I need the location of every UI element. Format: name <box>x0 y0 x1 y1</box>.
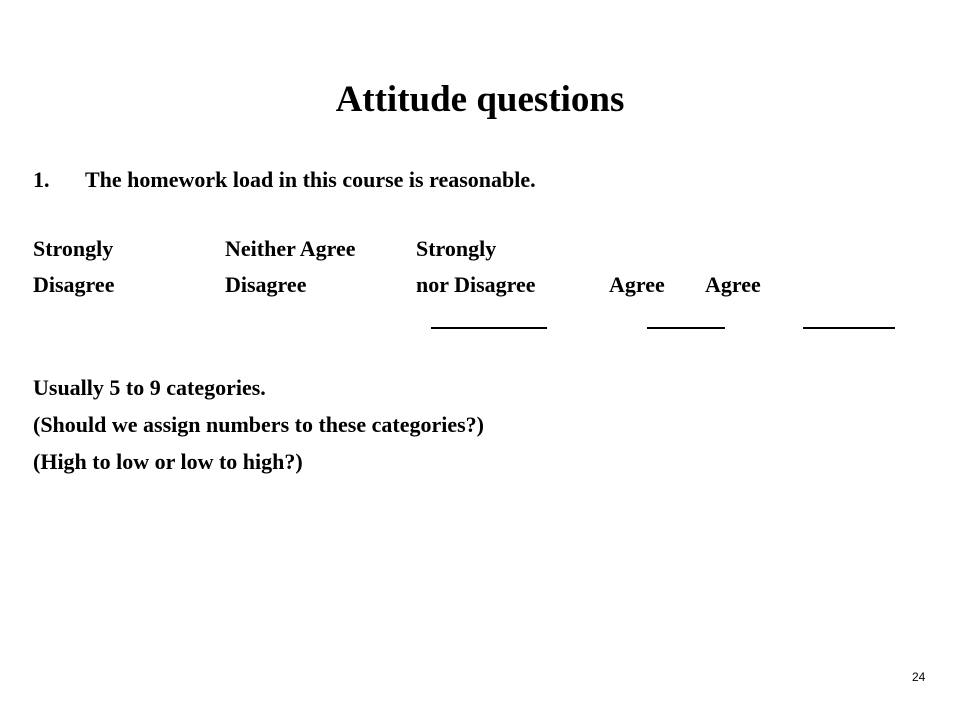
scale-label-strongly-2: Strongly <box>416 236 497 261</box>
scale-labels-row-1 <box>0 234 960 264</box>
scale-label-agree-2: Agree <box>705 272 761 297</box>
note-assign-numbers: (Should we assign numbers to these categories?) <box>33 412 484 437</box>
scale-label-agree-1: Agree <box>609 272 665 297</box>
question-number: 1. <box>33 167 50 192</box>
slide-title: Attitude questions <box>335 79 625 120</box>
scale-labels-row-2 <box>0 270 960 300</box>
scale-label-disagree-1: Disagree <box>33 272 115 297</box>
note-categories: Usually 5 to 9 categories. <box>33 375 266 400</box>
answer-blank-2[interactable] <box>647 327 725 329</box>
answer-blank-1[interactable] <box>431 327 547 329</box>
scale-label-disagree-2: Disagree <box>225 272 307 297</box>
question-text: The homework load in this course is reasonable. <box>85 167 536 192</box>
scale-label-strongly-1: Strongly <box>33 236 114 261</box>
note-order: (High to low or low to high?) <box>33 449 303 474</box>
question-item <box>33 165 536 195</box>
scale-label-neither-agree: Neither Agree <box>225 236 356 261</box>
page-number: 24 <box>912 670 926 684</box>
scale-label-nor-disagree: nor Disagree <box>416 272 536 297</box>
answer-blank-3[interactable] <box>803 327 895 329</box>
